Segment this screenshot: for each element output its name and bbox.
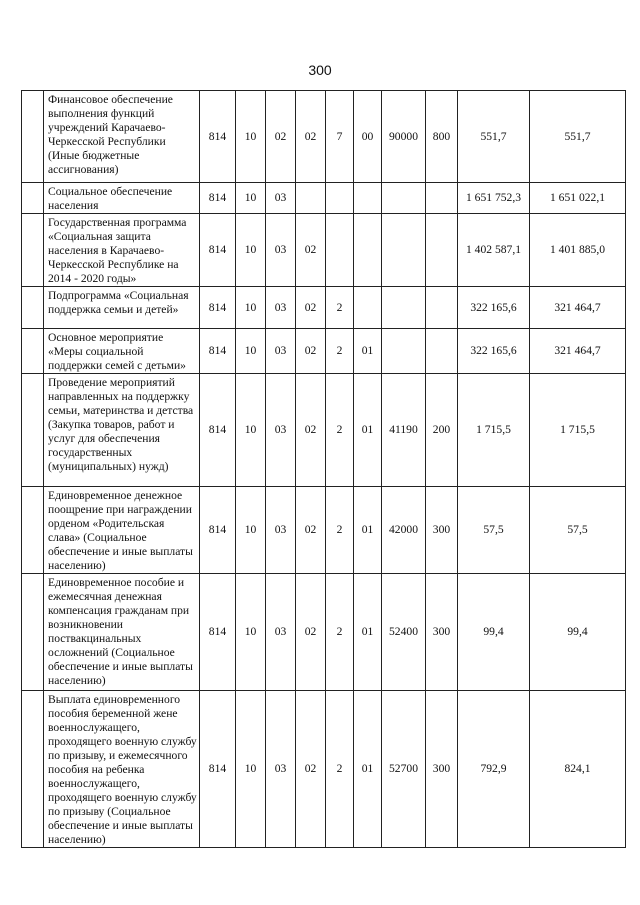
row-sum1-cell: 551,7 <box>458 91 530 183</box>
row-c8-cell: 300 <box>426 574 458 691</box>
row-c5-cell <box>326 214 354 287</box>
row-c1-cell: 814 <box>200 487 236 574</box>
row-margin-cell <box>22 91 44 183</box>
row-c3-cell: 03 <box>266 574 296 691</box>
row-c3-cell: 03 <box>266 487 296 574</box>
row-c2-cell: 10 <box>236 287 266 329</box>
row-c5-cell: 2 <box>326 329 354 374</box>
row-margin-cell <box>22 691 44 848</box>
row-sum1-cell: 57,5 <box>458 487 530 574</box>
row-c4-cell: 02 <box>296 487 326 574</box>
row-c6-cell <box>354 183 382 214</box>
row-c7-cell: 42000 <box>382 487 426 574</box>
row-name-cell: Единовременное пособие и ежемесячная денежная компенсация гражданам при возникновении поствакцинальных осложнений (Социальное обеспечение и иные выплаты населению) <box>44 574 200 691</box>
row-c5-cell: 2 <box>326 374 354 487</box>
row-c7-cell: 41190 <box>382 374 426 487</box>
row-c2-cell: 10 <box>236 487 266 574</box>
row-c1-cell: 814 <box>200 183 236 214</box>
row-sum1-cell: 1 402 587,1 <box>458 214 530 287</box>
row-margin-cell <box>22 329 44 374</box>
row-c8-cell <box>426 214 458 287</box>
row-c5-cell: 7 <box>326 91 354 183</box>
table-row <box>22 374 626 487</box>
row-c2-cell: 10 <box>236 574 266 691</box>
row-name-cell: Основное мероприятие «Меры социальной поддержки семей с детьми» <box>44 329 200 374</box>
row-c1-cell: 814 <box>200 691 236 848</box>
row-c6-cell <box>354 287 382 329</box>
table-row <box>22 183 626 214</box>
row-margin-cell <box>22 287 44 329</box>
row-c2-cell: 10 <box>236 183 266 214</box>
row-c4-cell: 02 <box>296 574 326 691</box>
row-name-cell: Финансовое обеспечение выполнения функций учреждений Карачаево-Черкесской Республики (Иные бюджетные ассигнования) <box>44 91 200 183</box>
row-c5-cell: 2 <box>326 691 354 848</box>
row-margin-cell <box>22 374 44 487</box>
row-c4-cell: 02 <box>296 329 326 374</box>
row-name-cell: Государственная программа «Социальная защита населения в Карачаево-Черкесской Республике на 2014 - 2020 годы» <box>44 214 200 287</box>
table-row <box>22 329 626 374</box>
row-sum1-cell: 792,9 <box>458 691 530 848</box>
row-c6-cell: 01 <box>354 487 382 574</box>
row-c1-cell: 814 <box>200 329 236 374</box>
row-c1-cell: 814 <box>200 91 236 183</box>
row-sum2-cell: 1 715,5 <box>530 374 626 487</box>
row-c7-cell <box>382 214 426 287</box>
table-row <box>22 691 626 848</box>
row-name-cell: Проведение мероприятий направленных на поддержку семьи, материнства и детства (Закупка товаров, работ и услуг для обеспечения государственных (муниципальных) нужд) <box>44 374 200 487</box>
row-sum2-cell: 551,7 <box>530 91 626 183</box>
row-sum1-cell: 322 165,6 <box>458 329 530 374</box>
row-c2-cell: 10 <box>236 214 266 287</box>
row-sum1-cell: 1 715,5 <box>458 374 530 487</box>
row-c8-cell <box>426 183 458 214</box>
row-c2-cell: 10 <box>236 374 266 487</box>
row-c3-cell: 03 <box>266 691 296 848</box>
row-c7-cell <box>382 183 426 214</box>
row-c5-cell: 2 <box>326 287 354 329</box>
row-c7-cell: 52400 <box>382 574 426 691</box>
table-row <box>22 91 626 183</box>
row-c8-cell: 800 <box>426 91 458 183</box>
row-c3-cell: 03 <box>266 374 296 487</box>
row-c8-cell: 200 <box>426 374 458 487</box>
table-row <box>22 287 626 329</box>
row-c2-cell: 10 <box>236 691 266 848</box>
row-c2-cell: 10 <box>236 91 266 183</box>
row-c1-cell: 814 <box>200 574 236 691</box>
table-row <box>22 214 626 287</box>
row-sum2-cell: 824,1 <box>530 691 626 848</box>
row-c5-cell: 2 <box>326 574 354 691</box>
budget-table <box>21 90 626 848</box>
row-c8-cell: 300 <box>426 691 458 848</box>
row-c1-cell: 814 <box>200 214 236 287</box>
row-margin-cell <box>22 574 44 691</box>
row-name-cell: Единовременное денежное поощрение при награждении орденом «Родительская слава» (Социальное обеспечение и иные выплаты населению) <box>44 487 200 574</box>
row-c5-cell <box>326 183 354 214</box>
row-c3-cell: 03 <box>266 214 296 287</box>
row-c3-cell: 03 <box>266 329 296 374</box>
row-name-cell: Подпрограмма «Социальная поддержка семьи и детей» <box>44 287 200 329</box>
row-c5-cell: 2 <box>326 487 354 574</box>
row-c3-cell: 03 <box>266 183 296 214</box>
row-c4-cell <box>296 183 326 214</box>
row-c4-cell: 02 <box>296 691 326 848</box>
row-c6-cell: 01 <box>354 691 382 848</box>
row-c8-cell <box>426 329 458 374</box>
row-name-cell: Социальное обеспечение населения <box>44 183 200 214</box>
row-c1-cell: 814 <box>200 374 236 487</box>
row-sum2-cell: 321 464,7 <box>530 329 626 374</box>
row-c8-cell: 300 <box>426 487 458 574</box>
row-c4-cell: 02 <box>296 287 326 329</box>
row-c6-cell: 01 <box>354 574 382 691</box>
row-sum2-cell: 1 651 022,1 <box>530 183 626 214</box>
row-c4-cell: 02 <box>296 91 326 183</box>
row-c2-cell: 10 <box>236 329 266 374</box>
row-sum1-cell: 99,4 <box>458 574 530 691</box>
row-margin-cell <box>22 214 44 287</box>
row-c7-cell: 90000 <box>382 91 426 183</box>
row-c4-cell: 02 <box>296 214 326 287</box>
row-sum2-cell: 321 464,7 <box>530 287 626 329</box>
row-c3-cell: 02 <box>266 91 296 183</box>
row-c6-cell: 01 <box>354 374 382 487</box>
row-c7-cell: 52700 <box>382 691 426 848</box>
row-c1-cell: 814 <box>200 287 236 329</box>
row-sum2-cell: 99,4 <box>530 574 626 691</box>
table-row <box>22 487 626 574</box>
table-row <box>22 574 626 691</box>
page-number: 300 <box>308 62 332 78</box>
row-c6-cell: 00 <box>354 91 382 183</box>
row-sum1-cell: 1 651 752,3 <box>458 183 530 214</box>
row-c7-cell <box>382 329 426 374</box>
row-name-cell: Выплата единовременного пособия беременной жене военнослужащего, проходящего военную службу по призыву, и ежемесячного пособия на ребенка военнослужащего, проходящего военную службу по призыву (Социальное обеспечение и иные выплаты населению) <box>44 691 200 848</box>
row-c8-cell <box>426 287 458 329</box>
row-c4-cell: 02 <box>296 374 326 487</box>
row-margin-cell <box>22 183 44 214</box>
row-c6-cell <box>354 214 382 287</box>
row-margin-cell <box>22 487 44 574</box>
row-sum2-cell: 57,5 <box>530 487 626 574</box>
row-sum1-cell: 322 165,6 <box>458 287 530 329</box>
row-c7-cell <box>382 287 426 329</box>
row-c6-cell: 01 <box>354 329 382 374</box>
budget-table-body <box>22 91 626 848</box>
row-sum2-cell: 1 401 885,0 <box>530 214 626 287</box>
row-c3-cell: 03 <box>266 287 296 329</box>
